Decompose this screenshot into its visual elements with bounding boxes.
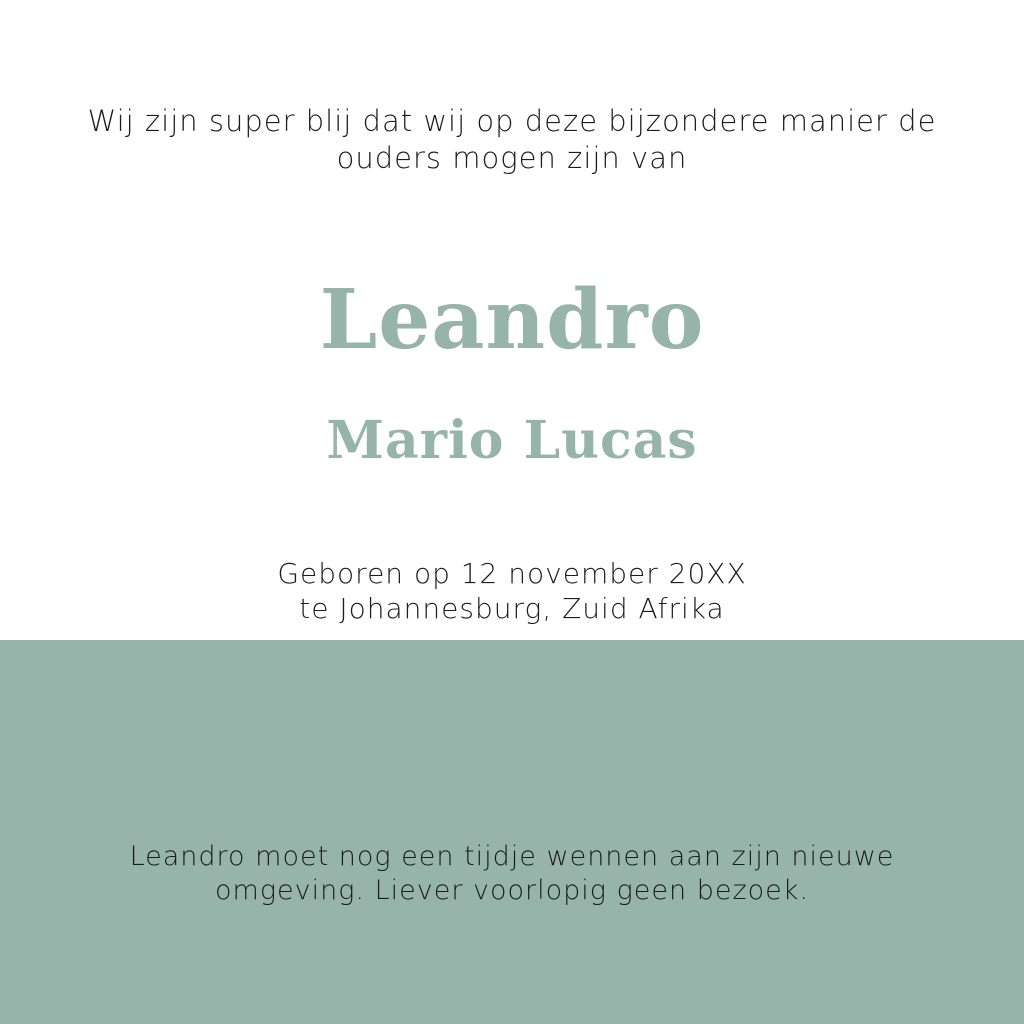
- birth-date-line: Geboren op 12 november 20XX: [277, 557, 747, 590]
- note-line-2: omgeving. Liever voorlopig geen bezoek.: [215, 875, 809, 906]
- birth-place-line: te Johannesburg, Zuid Afrika: [299, 592, 725, 625]
- intro-line-2: ouders mogen zijn van: [336, 141, 688, 175]
- visit-note: [60, 840, 964, 908]
- bottom-panel: [0, 640, 1024, 1024]
- intro-text: [60, 103, 964, 177]
- birth-details: [0, 556, 1024, 626]
- baby-first-name: Leandro: [319, 272, 705, 368]
- note-line-1: Leandro moet nog een tijdje wennen aan zijn nieuwe: [129, 841, 895, 872]
- baby-middle-names: Mario Lucas: [326, 410, 698, 471]
- intro-line-1: Wij zijn super blij dat wij op deze bijzondere manier de: [87, 104, 937, 138]
